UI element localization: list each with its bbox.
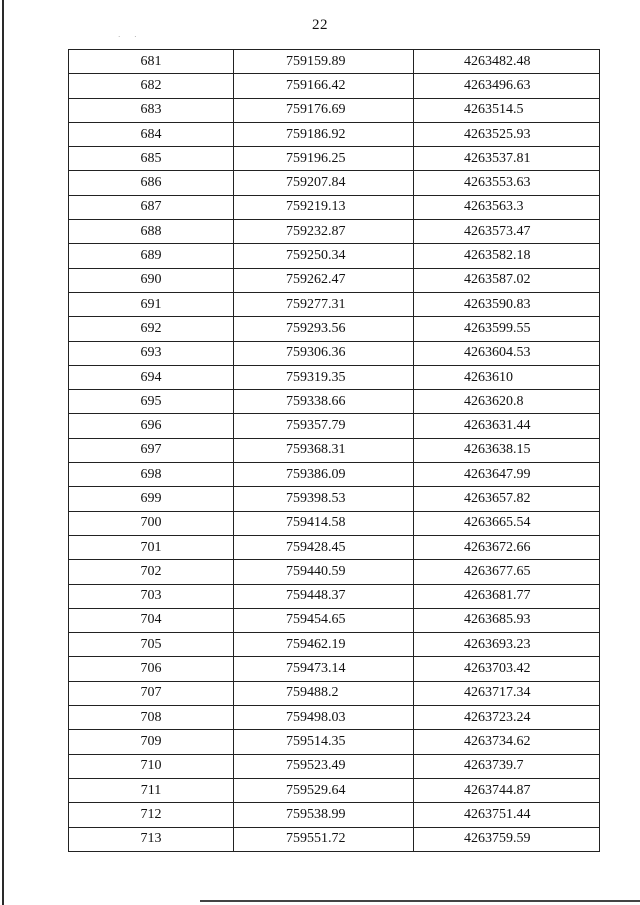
y-coordinate-cell: 4263657.82: [414, 487, 600, 511]
y-coordinate-cell: 4263582.18: [414, 244, 600, 268]
x-coordinate-cell: 759398.53: [234, 487, 414, 511]
table-row: [69, 122, 600, 146]
x-coordinate-cell: 759219.13: [234, 195, 414, 219]
point-number-cell: 704: [69, 608, 234, 632]
y-coordinate-cell: 4263717.34: [414, 681, 600, 705]
y-coordinate-cell: 4263739.7: [414, 754, 600, 778]
y-coordinate-cell: 4263563.3: [414, 195, 600, 219]
table-row: [69, 803, 600, 827]
x-coordinate-cell: 759207.84: [234, 171, 414, 195]
x-coordinate-cell: 759250.34: [234, 244, 414, 268]
table-row: [69, 50, 600, 74]
point-number-cell: 700: [69, 511, 234, 535]
y-coordinate-cell: 4263590.83: [414, 292, 600, 316]
point-number-cell: 695: [69, 390, 234, 414]
x-coordinate-cell: 759196.25: [234, 147, 414, 171]
point-number-cell: 703: [69, 584, 234, 608]
table-row: [69, 390, 600, 414]
table-row: [69, 535, 600, 559]
x-coordinate-cell: 759319.35: [234, 365, 414, 389]
y-coordinate-cell: 4263647.99: [414, 463, 600, 487]
y-coordinate-cell: 4263723.24: [414, 706, 600, 730]
table-row: [69, 438, 600, 462]
table-row: [69, 268, 600, 292]
point-number-cell: 681: [69, 50, 234, 74]
point-number-cell: 692: [69, 317, 234, 341]
point-number-cell: 687: [69, 195, 234, 219]
point-number-cell: 698: [69, 463, 234, 487]
point-number-cell: 710: [69, 754, 234, 778]
point-number-cell: 713: [69, 827, 234, 851]
y-coordinate-cell: 4263672.66: [414, 535, 600, 559]
x-coordinate-cell: 759293.56: [234, 317, 414, 341]
x-coordinate-cell: 759529.64: [234, 778, 414, 802]
table-row: [69, 147, 600, 171]
y-coordinate-cell: 4263703.42: [414, 657, 600, 681]
table-row: [69, 244, 600, 268]
y-coordinate-cell: 4263496.63: [414, 74, 600, 98]
table-row: [69, 560, 600, 584]
table-row: [69, 171, 600, 195]
x-coordinate-cell: 759277.31: [234, 292, 414, 316]
point-number-cell: 682: [69, 74, 234, 98]
x-coordinate-cell: 759523.49: [234, 754, 414, 778]
y-coordinate-cell: 4263631.44: [414, 414, 600, 438]
x-coordinate-cell: 759454.65: [234, 608, 414, 632]
scan-bottom-edge: [200, 900, 640, 902]
table-row: [69, 681, 600, 705]
coordinates-table-body: [69, 50, 600, 852]
table-row: [69, 414, 600, 438]
x-coordinate-cell: 759414.58: [234, 511, 414, 535]
x-coordinate-cell: 759448.37: [234, 584, 414, 608]
x-coordinate-cell: 759262.47: [234, 268, 414, 292]
table-row: [69, 778, 600, 802]
point-number-cell: 694: [69, 365, 234, 389]
y-coordinate-cell: 4263677.65: [414, 560, 600, 584]
scan-left-edge: [2, 0, 4, 905]
y-coordinate-cell: 4263537.81: [414, 147, 600, 171]
point-number-cell: 690: [69, 268, 234, 292]
x-coordinate-cell: 759166.42: [234, 74, 414, 98]
point-number-cell: 709: [69, 730, 234, 754]
point-number-cell: 708: [69, 706, 234, 730]
point-number-cell: 688: [69, 220, 234, 244]
x-coordinate-cell: 759488.2: [234, 681, 414, 705]
y-coordinate-cell: 4263681.77: [414, 584, 600, 608]
table-row: [69, 341, 600, 365]
page-number: 22: [312, 17, 328, 33]
table-row: [69, 511, 600, 535]
y-coordinate-cell: 4263482.48: [414, 50, 600, 74]
table-row: [69, 98, 600, 122]
table-row: [69, 292, 600, 316]
table-row: [69, 706, 600, 730]
point-number-cell: 712: [69, 803, 234, 827]
table-row: [69, 657, 600, 681]
x-coordinate-cell: 759357.79: [234, 414, 414, 438]
x-coordinate-cell: 759306.36: [234, 341, 414, 365]
table-row: [69, 317, 600, 341]
y-coordinate-cell: 4263638.15: [414, 438, 600, 462]
point-number-cell: 693: [69, 341, 234, 365]
y-coordinate-cell: 4263620.8: [414, 390, 600, 414]
y-coordinate-cell: 4263525.93: [414, 122, 600, 146]
scan-specks: · ·: [118, 33, 143, 41]
x-coordinate-cell: 759338.66: [234, 390, 414, 414]
point-number-cell: 705: [69, 633, 234, 657]
x-coordinate-cell: 759186.92: [234, 122, 414, 146]
table-row: [69, 487, 600, 511]
y-coordinate-cell: 4263553.63: [414, 171, 600, 195]
y-coordinate-cell: 4263693.23: [414, 633, 600, 657]
point-number-cell: 686: [69, 171, 234, 195]
point-number-cell: 697: [69, 438, 234, 462]
point-number-cell: 701: [69, 535, 234, 559]
y-coordinate-cell: 4263744.87: [414, 778, 600, 802]
table-row: [69, 754, 600, 778]
table-row: [69, 74, 600, 98]
y-coordinate-cell: 4263514.5: [414, 98, 600, 122]
coordinates-table: [68, 49, 600, 852]
x-coordinate-cell: 759368.31: [234, 438, 414, 462]
point-number-cell: 683: [69, 98, 234, 122]
x-coordinate-cell: 759232.87: [234, 220, 414, 244]
table-row: [69, 608, 600, 632]
y-coordinate-cell: 4263604.53: [414, 341, 600, 365]
x-coordinate-cell: 759514.35: [234, 730, 414, 754]
y-coordinate-cell: 4263665.54: [414, 511, 600, 535]
x-coordinate-cell: 759440.59: [234, 560, 414, 584]
y-coordinate-cell: 4263759.59: [414, 827, 600, 851]
table-row: [69, 730, 600, 754]
y-coordinate-cell: 4263573.47: [414, 220, 600, 244]
y-coordinate-cell: 4263685.93: [414, 608, 600, 632]
point-number-cell: 707: [69, 681, 234, 705]
table-row: [69, 827, 600, 851]
table-row: [69, 220, 600, 244]
y-coordinate-cell: 4263599.55: [414, 317, 600, 341]
x-coordinate-cell: 759176.69: [234, 98, 414, 122]
x-coordinate-cell: 759386.09: [234, 463, 414, 487]
table-row: [69, 463, 600, 487]
point-number-cell: 699: [69, 487, 234, 511]
x-coordinate-cell: 759473.14: [234, 657, 414, 681]
y-coordinate-cell: 4263751.44: [414, 803, 600, 827]
x-coordinate-cell: 759159.89: [234, 50, 414, 74]
x-coordinate-cell: 759498.03: [234, 706, 414, 730]
table-row: [69, 195, 600, 219]
point-number-cell: 711: [69, 778, 234, 802]
x-coordinate-cell: 759538.99: [234, 803, 414, 827]
point-number-cell: 696: [69, 414, 234, 438]
point-number-cell: 689: [69, 244, 234, 268]
x-coordinate-cell: 759462.19: [234, 633, 414, 657]
point-number-cell: 685: [69, 147, 234, 171]
table-row: [69, 584, 600, 608]
x-coordinate-cell: 759428.45: [234, 535, 414, 559]
y-coordinate-cell: 4263734.62: [414, 730, 600, 754]
point-number-cell: 691: [69, 292, 234, 316]
point-number-cell: 702: [69, 560, 234, 584]
y-coordinate-cell: 4263587.02: [414, 268, 600, 292]
table-row: [69, 633, 600, 657]
table-row: [69, 365, 600, 389]
y-coordinate-cell: 4263610: [414, 365, 600, 389]
x-coordinate-cell: 759551.72: [234, 827, 414, 851]
point-number-cell: 706: [69, 657, 234, 681]
point-number-cell: 684: [69, 122, 234, 146]
